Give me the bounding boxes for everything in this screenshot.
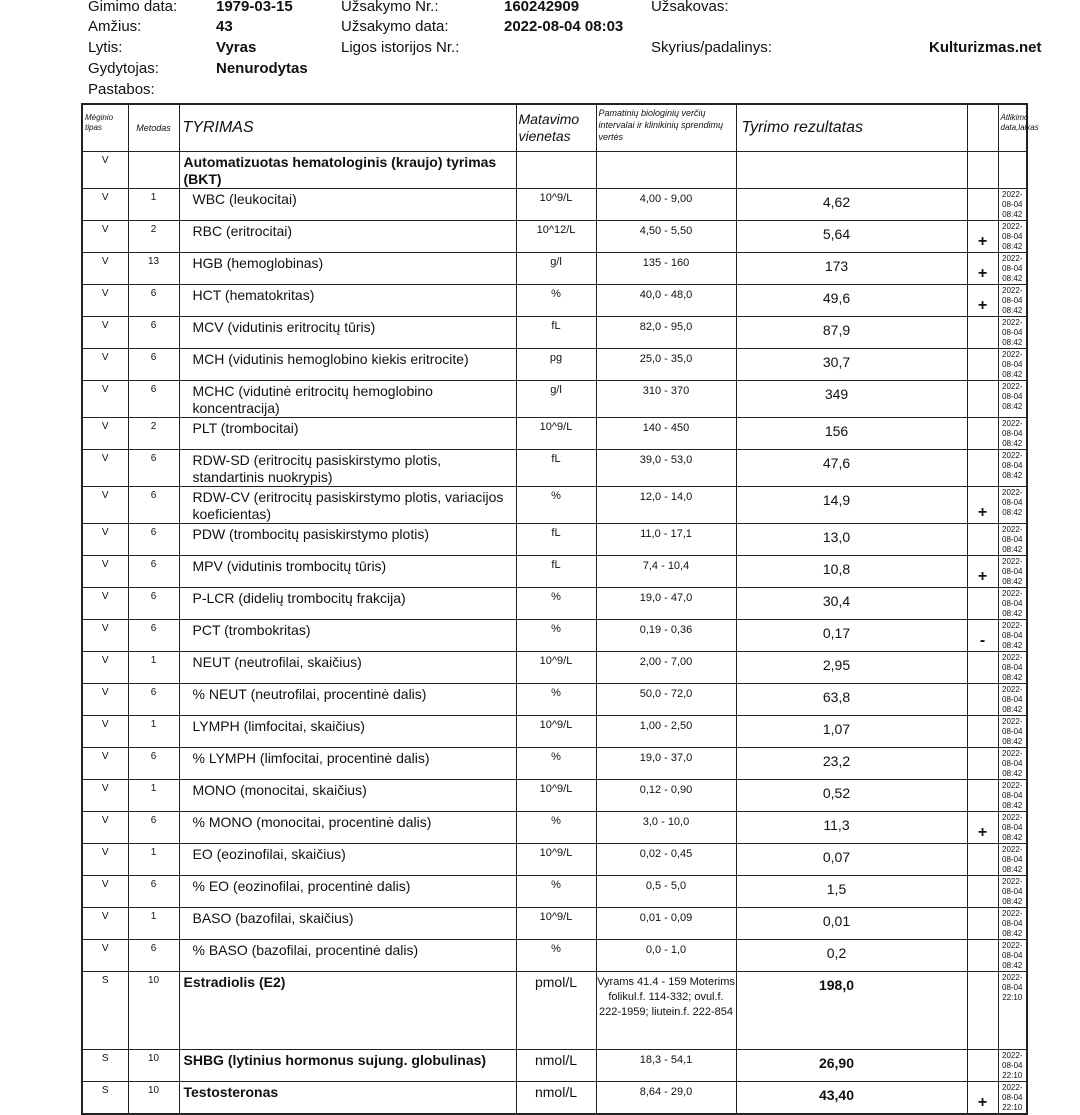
flag-cell [967,1049,998,1081]
department-label: Skyrius/padalinys: [651,39,772,56]
sample-type-cell: V [82,523,128,555]
date-cell [998,151,1027,188]
test-name-cell: P-LCR (didelių trombocitų frakcija) [179,587,516,619]
age-label: Amžius: [88,18,142,35]
unit-cell: 10^9/L [516,907,596,939]
order-number-label: Užsakymo Nr.: [341,0,439,15]
flag-cell [967,151,998,188]
result-cell: 49,6 [736,284,967,316]
reference-range-cell: 25,0 - 35,0 [596,348,736,380]
result-cell: 0,01 [736,907,967,939]
test-name-cell: PDW (trombocitų pasiskirstymo plotis) [179,523,516,555]
header-sample-type: Mėginio tipas [82,104,128,151]
flag-cell [967,843,998,875]
sample-type-cell: V [82,587,128,619]
sample-type-cell: V [82,715,128,747]
date-cell: 2022-08-04 08:42 [998,747,1027,779]
customer-label: Užsakovas: [651,0,729,15]
result-cell: 0,2 [736,939,967,971]
reference-range-cell: 140 - 450 [596,417,736,449]
unit-cell: g/l [516,252,596,284]
test-name-cell: WBC (leukocitai) [179,188,516,220]
date-cell: 2022-08-04 08:42 [998,252,1027,284]
table-row [82,811,1027,843]
table-row [82,683,1027,715]
header-test: TYRIMAS [179,104,516,151]
reference-range-cell: 19,0 - 37,0 [596,747,736,779]
unit-cell: 10^9/L [516,779,596,811]
table-row [82,715,1027,747]
sample-type-cell: S [82,1081,128,1114]
result-cell: 156 [736,417,967,449]
table-row [82,747,1027,779]
date-cell: 2022-08-04 08:42 [998,811,1027,843]
reference-range-cell: 7,4 - 10,4 [596,555,736,587]
result-cell: 5,64 [736,220,967,252]
date-cell: 2022-08-04 08:42 [998,284,1027,316]
table-row [82,779,1027,811]
test-name-cell: RDW-CV (eritrocitų pasiskirstymo plotis, variacijos koeficientas) [179,486,516,523]
date-cell: 2022-08-04 08:42 [998,907,1027,939]
sample-type-cell: V [82,779,128,811]
method-cell: 6 [128,587,179,619]
result-cell: 0,17 [736,619,967,651]
flag-cell: + [967,1081,998,1114]
sample-type-cell: V [82,683,128,715]
header-method: Metodas [128,104,179,151]
flag-cell: + [967,486,998,523]
sample-type-cell: V [82,348,128,380]
flag-cell [967,316,998,348]
test-name-cell: Testosteronas [179,1081,516,1114]
date-cell: 2022-08-04 08:42 [998,843,1027,875]
sample-type-cell: V [82,188,128,220]
date-cell: 2022-08-04 22:10 [998,1049,1027,1081]
flag-cell [967,875,998,907]
reference-range-cell: 2,00 - 7,00 [596,651,736,683]
sex-value: Vyras [216,39,257,56]
sample-type-cell: V [82,449,128,486]
result-cell: 26,90 [736,1049,967,1081]
birth-date-label: Gimimo data: [88,0,178,15]
test-name-cell: % EO (eozinofilai, procentinė dalis) [179,875,516,907]
result-cell: 198,0 [736,971,967,1049]
reference-range-cell: 8,64 - 29,0 [596,1081,736,1114]
method-cell: 10 [128,1049,179,1081]
header-date: Atlikimo data,laikas [998,104,1027,151]
unit-cell: fL [516,316,596,348]
flag-cell [967,683,998,715]
result-cell: 47,6 [736,449,967,486]
date-cell: 2022-08-04 08:42 [998,683,1027,715]
table-row [82,449,1027,486]
sample-type-cell: V [82,555,128,587]
result-cell: 30,7 [736,348,967,380]
test-name-cell: % LYMPH (limfocitai, procentinė dalis) [179,747,516,779]
test-name-cell: BASO (bazofilai, skaičius) [179,907,516,939]
test-name-cell: SHBG (lytinius hormonus sujung. globulinas) [179,1049,516,1081]
flag-cell [967,449,998,486]
sex-label: Lytis: [88,39,123,56]
method-cell: 6 [128,811,179,843]
date-cell: 2022-08-04 08:42 [998,619,1027,651]
table-row [82,843,1027,875]
header-result: Tyrimo rezultatas [736,104,967,151]
test-name-cell: RBC (eritrocitai) [179,220,516,252]
sample-type-cell: V [82,651,128,683]
unit-cell: % [516,875,596,907]
results-table [81,103,1039,1115]
method-cell: 6 [128,316,179,348]
method-cell: 6 [128,380,179,417]
table-row [82,1049,1027,1081]
unit-cell: % [516,939,596,971]
date-cell: 2022-08-04 08:42 [998,555,1027,587]
unit-cell: 10^9/L [516,417,596,449]
medical-history-label: Ligos istorijos Nr.: [341,39,460,56]
table-row [82,188,1027,220]
reference-range-cell: 0,19 - 0,36 [596,619,736,651]
table-row [82,1081,1027,1114]
table-row [82,907,1027,939]
unit-cell: pg [516,348,596,380]
flag-cell [967,523,998,555]
table-row [82,523,1027,555]
unit-cell: fL [516,555,596,587]
sample-type-cell: V [82,811,128,843]
date-cell: 2022-08-04 08:42 [998,220,1027,252]
flag-cell [967,939,998,971]
table-header-row [82,104,1027,151]
unit-cell: 10^9/L [516,843,596,875]
reference-range-cell: 0,02 - 0,45 [596,843,736,875]
unit-cell: % [516,587,596,619]
method-cell: 6 [128,555,179,587]
reference-range-cell: 12,0 - 14,0 [596,486,736,523]
method-cell: 6 [128,939,179,971]
flag-cell: + [967,252,998,284]
result-cell: 173 [736,252,967,284]
test-name-cell: Estradiolis (E2) [179,971,516,1049]
unit-cell: % [516,486,596,523]
flag-cell: + [967,555,998,587]
flag-cell: + [967,284,998,316]
unit-cell: % [516,284,596,316]
sample-type-cell: V [82,875,128,907]
test-name-cell: EO (eozinofilai, skaičius) [179,843,516,875]
department-value: Kulturizmas.net [929,39,1042,56]
sample-type-cell: V [82,380,128,417]
reference-range-cell: 0,01 - 0,09 [596,907,736,939]
method-cell: 10 [128,971,179,1049]
sample-type-cell: V [82,939,128,971]
result-cell: 87,9 [736,316,967,348]
sample-type-cell: V [82,747,128,779]
table-row [82,220,1027,252]
flag-cell: - [967,619,998,651]
unit-cell [516,151,596,188]
test-name-cell: MCHC (vidutinė eritrocitų hemoglobino koncentracija) [179,380,516,417]
flag-cell [967,971,998,1049]
date-cell: 2022-08-04 08:42 [998,715,1027,747]
sample-type-cell: V [82,843,128,875]
reference-range-cell [596,151,736,188]
unit-cell: fL [516,449,596,486]
result-cell: 13,0 [736,523,967,555]
date-cell: 2022-08-04 08:42 [998,875,1027,907]
sample-type-cell: V [82,316,128,348]
order-number-value: 160242909 [504,0,580,15]
date-cell: 2022-08-04 08:42 [998,449,1027,486]
reference-range-cell: 4,50 - 5,50 [596,220,736,252]
table-row [82,651,1027,683]
sample-type-cell: V [82,252,128,284]
method-cell: 2 [128,417,179,449]
date-cell: 2022-08-04 22:10 [998,971,1027,1049]
reference-range-cell: 11,0 - 17,1 [596,523,736,555]
result-cell: 30,4 [736,587,967,619]
doctor-value: Nenurodytas [216,60,308,77]
result-cell: 2,95 [736,651,967,683]
unit-cell: nmol/L [516,1081,596,1114]
birth-date-value: 1979-03-15 [216,0,293,15]
method-cell: 1 [128,907,179,939]
method-cell: 1 [128,779,179,811]
result-cell: 1,5 [736,875,967,907]
table-row [82,348,1027,380]
unit-cell: % [516,619,596,651]
reference-range-cell: 0,12 - 0,90 [596,779,736,811]
unit-cell: % [516,683,596,715]
flag-cell [967,907,998,939]
result-cell: 349 [736,380,967,417]
unit-cell: 10^12/L [516,220,596,252]
date-cell: 2022-08-04 08:42 [998,316,1027,348]
test-name-cell: MCH (vidutinis hemoglobino kiekis eritrocite) [179,348,516,380]
date-cell: 2022-08-04 08:42 [998,523,1027,555]
header-reference-interval: Pamatinių biologinių verčių intervalai ir klinikinių sprendimų vertės [596,104,736,151]
reference-range-cell: 39,0 - 53,0 [596,449,736,486]
reference-range-cell: 0,5 - 5,0 [596,875,736,907]
test-name-cell: MCV (vidutinis eritrocitų tūris) [179,316,516,348]
sample-type-cell: V [82,151,128,188]
unit-cell: nmol/L [516,1049,596,1081]
method-cell: 2 [128,220,179,252]
test-name-cell: % NEUT (neutrofilai, procentinė dalis) [179,683,516,715]
doctor-label: Gydytojas: [88,60,159,77]
method-cell: 13 [128,252,179,284]
table-row [82,486,1027,523]
flag-cell: + [967,811,998,843]
result-cell: 11,3 [736,811,967,843]
table-row [82,619,1027,651]
method-cell: 6 [128,284,179,316]
result-cell: 43,40 [736,1081,967,1114]
reference-range-cell: 3,0 - 10,0 [596,811,736,843]
date-cell: 2022-08-04 22:10 [998,1081,1027,1114]
date-cell: 2022-08-04 08:42 [998,380,1027,417]
table-row [82,316,1027,348]
date-cell: 2022-08-04 08:42 [998,486,1027,523]
test-name-cell: PLT (trombocitai) [179,417,516,449]
test-name-cell: % BASO (bazofilai, procentinė dalis) [179,939,516,971]
test-name-cell: HGB (hemoglobinas) [179,252,516,284]
table-row [82,875,1027,907]
date-cell: 2022-08-04 08:42 [998,939,1027,971]
sample-type-cell: V [82,220,128,252]
method-cell: 6 [128,486,179,523]
date-cell: 2022-08-04 08:42 [998,348,1027,380]
unit-cell: 10^9/L [516,188,596,220]
method-cell: 1 [128,188,179,220]
flag-cell [967,587,998,619]
flag-cell [967,779,998,811]
test-name-cell: LYMPH (limfocitai, skaičius) [179,715,516,747]
reference-range-cell: 0,0 - 1,0 [596,939,736,971]
result-cell: 23,2 [736,747,967,779]
sample-type-cell: V [82,486,128,523]
method-cell: 1 [128,651,179,683]
result-cell: 63,8 [736,683,967,715]
test-name-cell: RDW-SD (eritrocitų pasiskirstymo plotis, standartinis nuokrypis) [179,449,516,486]
header-unit: Matavimo vienetas [516,104,596,151]
test-name-cell: HCT (hematokritas) [179,284,516,316]
date-cell: 2022-08-04 08:42 [998,779,1027,811]
reference-range-cell: 310 - 370 [596,380,736,417]
reference-range-cell: Vyrams 41.4 - 159 Moterims folikul.f. 114-332; ovul.f. 222-1959; liutein.f. 222-854 [596,971,736,1049]
sample-type-cell: V [82,907,128,939]
table-row [82,151,1027,188]
unit-cell: % [516,811,596,843]
reference-range-cell: 18,3 - 54,1 [596,1049,736,1081]
result-cell: 0,07 [736,843,967,875]
date-cell: 2022-08-04 08:42 [998,417,1027,449]
table-row [82,380,1027,417]
header-flag [967,104,998,151]
unit-cell: 10^9/L [516,651,596,683]
method-cell: 6 [128,683,179,715]
date-cell: 2022-08-04 08:42 [998,587,1027,619]
result-cell: 4,62 [736,188,967,220]
sample-type-cell: V [82,619,128,651]
flag-cell [967,715,998,747]
method-cell: 6 [128,348,179,380]
flag-cell [967,417,998,449]
test-name-cell: MPV (vidutinis trombocitų tūris) [179,555,516,587]
method-cell: 1 [128,843,179,875]
test-name-cell: NEUT (neutrofilai, skaičius) [179,651,516,683]
method-cell: 1 [128,715,179,747]
method-cell: 6 [128,619,179,651]
test-name-cell: PCT (trombokritas) [179,619,516,651]
test-name-cell: % MONO (monocitai, procentinė dalis) [179,811,516,843]
table-row [82,252,1027,284]
test-name-cell: MONO (monocitai, skaičius) [179,779,516,811]
sample-type-cell: V [82,417,128,449]
method-cell: 6 [128,449,179,486]
unit-cell: % [516,747,596,779]
result-cell: 0,52 [736,779,967,811]
result-cell: 14,9 [736,486,967,523]
reference-range-cell: 40,0 - 48,0 [596,284,736,316]
order-date-label: Užsakymo data: [341,18,449,35]
method-cell: 6 [128,875,179,907]
date-cell: 2022-08-04 08:42 [998,188,1027,220]
unit-cell: g/l [516,380,596,417]
sample-type-cell: V [82,284,128,316]
age-value: 43 [216,18,233,35]
table-row [82,555,1027,587]
flag-cell [967,380,998,417]
flag-cell [967,348,998,380]
table-row [82,417,1027,449]
order-date-value: 2022-08-04 08:03 [504,18,624,35]
table-row [82,939,1027,971]
date-cell: 2022-08-04 08:42 [998,651,1027,683]
reference-range-cell: 19,0 - 47,0 [596,587,736,619]
reference-range-cell: 135 - 160 [596,252,736,284]
reference-range-cell: 4,00 - 9,00 [596,188,736,220]
reference-range-cell: 82,0 - 95,0 [596,316,736,348]
result-cell: 10,8 [736,555,967,587]
result-cell: 1,07 [736,715,967,747]
notes-label: Pastabos: [88,81,155,98]
flag-cell [967,651,998,683]
flag-cell: + [967,220,998,252]
unit-cell: fL [516,523,596,555]
table-row [82,587,1027,619]
table-row [82,284,1027,316]
reference-range-cell: 50,0 - 72,0 [596,683,736,715]
test-name-cell: Automatizuotas hematologinis (kraujo) tyrimas (BKT) [179,151,516,188]
table-row [82,971,1027,1049]
flag-cell [967,747,998,779]
sample-type-cell: S [82,1049,128,1081]
sample-type-cell: S [82,971,128,1049]
reference-range-cell: 1,00 - 2,50 [596,715,736,747]
unit-cell: pmol/L [516,971,596,1049]
method-cell: 6 [128,523,179,555]
flag-cell [967,188,998,220]
method-cell: 10 [128,1081,179,1114]
unit-cell: 10^9/L [516,715,596,747]
method-cell [128,151,179,188]
result-cell [736,151,967,188]
method-cell: 6 [128,747,179,779]
